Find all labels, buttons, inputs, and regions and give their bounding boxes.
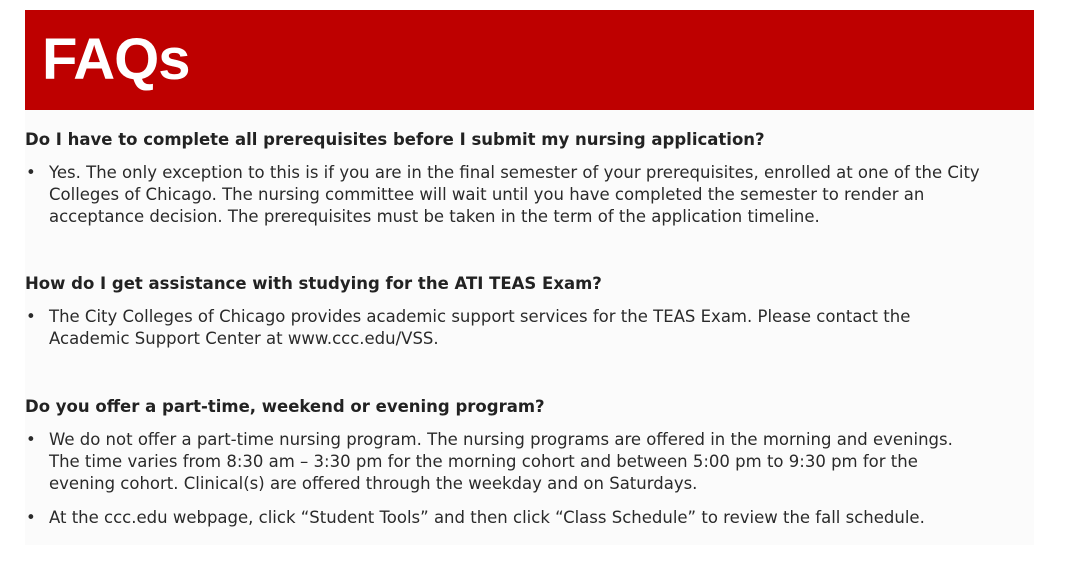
faq-item-prerequisites bbox=[25, 129, 1025, 228]
faq-item-teas-assistance bbox=[25, 273, 1025, 350]
bullet-icon: • bbox=[26, 163, 36, 182]
answer-line: The City Colleges of Chicago provides academic support services for the TEAS Exam. Please contact the bbox=[49, 307, 911, 326]
answer-line: The time varies from 8:30 am – 3:30 pm for the morning cohort and between 5:00 pm to 9:30 pm for the bbox=[49, 452, 918, 471]
answer-line: Colleges of Chicago. The nursing committee will wait until you have completed the semester to render an bbox=[49, 185, 925, 204]
faq-answer-item bbox=[25, 162, 1015, 228]
page-title: FAQs bbox=[42, 27, 190, 92]
faq-question: How do I get assistance with studying for the ATI TEAS Exam? bbox=[25, 274, 602, 293]
faq-answer-item bbox=[25, 306, 965, 350]
faq-answer-item bbox=[25, 507, 995, 529]
answer-line: evening cohort. Clinical(s) are offered through the weekday and on Saturdays. bbox=[49, 474, 698, 493]
bullet-icon: • bbox=[26, 307, 36, 326]
faq-slide bbox=[25, 10, 1034, 545]
faq-answer-list bbox=[25, 306, 965, 350]
answer-line: acceptance decision. The prerequisites must be taken in the term of the application timeline. bbox=[49, 207, 820, 226]
bullet-icon: • bbox=[26, 430, 36, 449]
bullet-icon: • bbox=[26, 508, 36, 527]
faq-banner bbox=[25, 10, 1034, 110]
answer-line: Yes. The only exception to this is if you are in the final semester of your prerequisites, enrolled at one of the City bbox=[49, 163, 980, 182]
faq-answer-list bbox=[25, 162, 1015, 228]
answer-line: Academic Support Center at www.ccc.edu/VSS. bbox=[49, 329, 439, 348]
faq-question: Do you offer a part-time, weekend or evening program? bbox=[25, 397, 545, 416]
faq-answer-list bbox=[25, 429, 995, 529]
faq-item-part-time-program bbox=[25, 396, 1025, 529]
faq-answer-item bbox=[25, 429, 995, 495]
faq-question: Do I have to complete all prerequisites before I submit my nursing application? bbox=[25, 130, 765, 149]
answer-line: At the ccc.edu webpage, click “Student Tools” and then click “Class Schedule” to review the fall schedule. bbox=[49, 508, 925, 527]
answer-line: We do not offer a part-time nursing program. The nursing programs are offered in the morning and evenings. bbox=[49, 430, 953, 449]
